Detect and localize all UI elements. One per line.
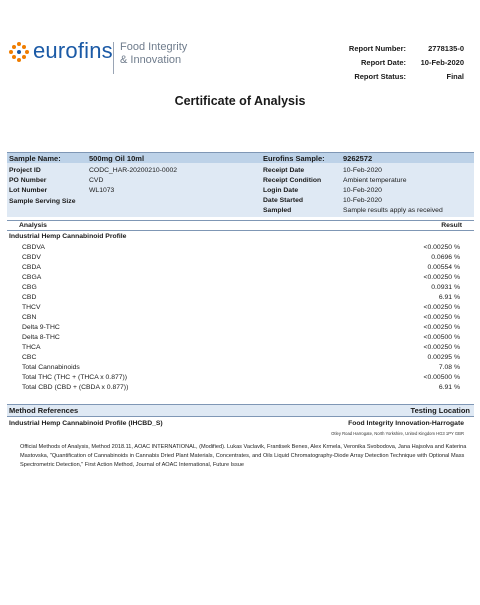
date-started-label: Date Started: [263, 197, 304, 204]
logo-wordmark: eurofins: [33, 38, 113, 63]
results-table: [0, 244, 480, 394]
analyte-result: <0.00250 %: [423, 344, 460, 351]
report-date-label: Report Date:: [360, 58, 406, 67]
analyte-name: CBD: [22, 294, 37, 301]
analyte-name: Total CBD (CBD + (CBDA x 0.877)): [22, 384, 129, 391]
table-row: [0, 344, 480, 353]
po-number-label: PO Number: [9, 177, 47, 184]
report-number: 2778135-0: [428, 44, 464, 53]
analyte-result: <0.00500 %: [423, 334, 460, 341]
analyte-name: THCV: [22, 304, 41, 311]
serving-size-label: Sample Serving Size: [9, 198, 76, 205]
analysis-column-header: Analysis: [19, 222, 47, 229]
result-column-header: Result: [441, 222, 462, 229]
report-status: Final: [446, 72, 464, 81]
analyte-name: Total Cannabinoids: [22, 364, 80, 371]
location-address: Otley Road Harrogate, North Yorkshire, United Kingdom HG3 1PY GBR: [331, 431, 464, 436]
project-id-label: Project ID: [9, 167, 41, 174]
project-id: CODC_HAR-20200210-0002: [89, 167, 178, 174]
table-row: [0, 324, 480, 333]
analyte-name: CBDVA: [22, 244, 45, 251]
eurofins-sample-id: 9262572: [343, 154, 373, 163]
method-name: Industrial Hemp Cannabinoid Profile (IHCBD_S): [9, 420, 163, 427]
receipt-condition-label: Receipt Condition: [263, 177, 322, 184]
table-row: [0, 384, 480, 393]
sampled-label: Sampled: [263, 207, 292, 214]
receipt-date: 10-Feb-2020: [343, 167, 382, 174]
table-row: [0, 364, 480, 373]
analyte-name: Total THC (THC + (THCA x 0.877)): [22, 374, 128, 381]
table-row: [0, 264, 480, 273]
date-started: 10-Feb-2020: [343, 197, 382, 204]
analyte-result: <0.00250 %: [423, 324, 460, 331]
analyte-name: Delta 8-THC: [22, 334, 60, 341]
profile-title: Industrial Hemp Cannabinoid Profile: [9, 233, 127, 240]
analysis-header: [7, 220, 474, 231]
lot-number-label: Lot Number: [9, 187, 48, 194]
analyte-name: CBDV: [22, 254, 41, 261]
analyte-result: 0.0696 %: [431, 254, 460, 261]
analyte-name: CBGA: [22, 274, 42, 281]
table-row: [0, 304, 480, 313]
analyte-result: <0.00250 %: [423, 314, 460, 321]
method-references-label: Method References: [9, 406, 79, 415]
report-number-label: Report Number:: [348, 44, 406, 53]
table-row: [0, 334, 480, 343]
login-date: 10-Feb-2020: [343, 187, 382, 194]
page-title: Certificate of Analysis: [174, 94, 306, 108]
table-row: [0, 254, 480, 263]
report-status-label: Report Status:: [354, 72, 406, 81]
reference-text: Official Methods of Analysis, Method 2018.11, AOAC INTERNATIONAL, (Modified). Lukas Vaclavik, Frantisek Benes, Alex Krmela, Veronika Svobodova, Jana Hajsolva and Katerina Mastovska, "Quantification of Cannabinoids in Cannabis Dried Plant Materials, Concentrates, and Oils Liquid Chromatography-Diode Array Detection Technique with Optional Mass Spectrometric Detection," First Action Method, Journal of AOAC International, Future Issue: [20, 444, 467, 468]
analyte-result: <0.00500 %: [423, 374, 460, 381]
table-row: [0, 314, 480, 323]
analyte-result: <0.00250 %: [423, 304, 460, 311]
table-row: [0, 374, 480, 383]
analyte-result: <0.00250 %: [423, 274, 460, 281]
sampled-value: Sample results apply as received: [343, 207, 443, 214]
analyte-name: CBG: [22, 284, 37, 291]
analyte-result: 0.00295 %: [427, 354, 460, 361]
analyte-result: 0.0931 %: [431, 284, 460, 291]
table-row: [0, 284, 480, 293]
receipt-condition: Ambient temperature: [343, 177, 407, 184]
lot-number: WL1073: [89, 187, 115, 194]
po-number: CVD: [89, 177, 104, 184]
sample-info-block: [7, 163, 474, 217]
analyte-result: 0.00554 %: [427, 264, 460, 271]
analyte-name: CBDA: [22, 264, 41, 271]
report-meta: [0, 0, 480, 90]
table-row: [0, 354, 480, 363]
analyte-result: 7.08 %: [438, 364, 460, 371]
login-date-label: Login Date: [263, 187, 299, 194]
analyte-name: THCA: [22, 344, 41, 351]
location-name: Food Integrity Innovation-Harrogate: [348, 420, 464, 427]
sample-name: 500mg Oil 10ml: [89, 154, 145, 163]
table-row: [0, 244, 480, 253]
analyte-name: CBC: [22, 354, 37, 361]
analyte-result: 6.91 %: [438, 384, 460, 391]
testing-location-label: Testing Location: [410, 406, 470, 415]
analyte-name: CBN: [22, 314, 37, 321]
sample-name-label: Sample Name:: [9, 154, 61, 163]
method-references-bar: [7, 404, 474, 417]
tagline-line-2: & Innovation: [120, 54, 182, 66]
receipt-date-label: Receipt Date: [263, 167, 305, 174]
tagline-line-1: Food Integrity: [120, 41, 188, 53]
table-row: [0, 274, 480, 283]
table-row: [0, 294, 480, 303]
analyte-result: <0.00250 %: [423, 244, 460, 251]
report-date: 10-Feb-2020: [420, 58, 464, 67]
analyte-result: 6.91 %: [438, 294, 460, 301]
analyte-name: Delta 9-THC: [22, 324, 60, 331]
eurofins-sample-label: Eurofins Sample:: [263, 154, 325, 163]
